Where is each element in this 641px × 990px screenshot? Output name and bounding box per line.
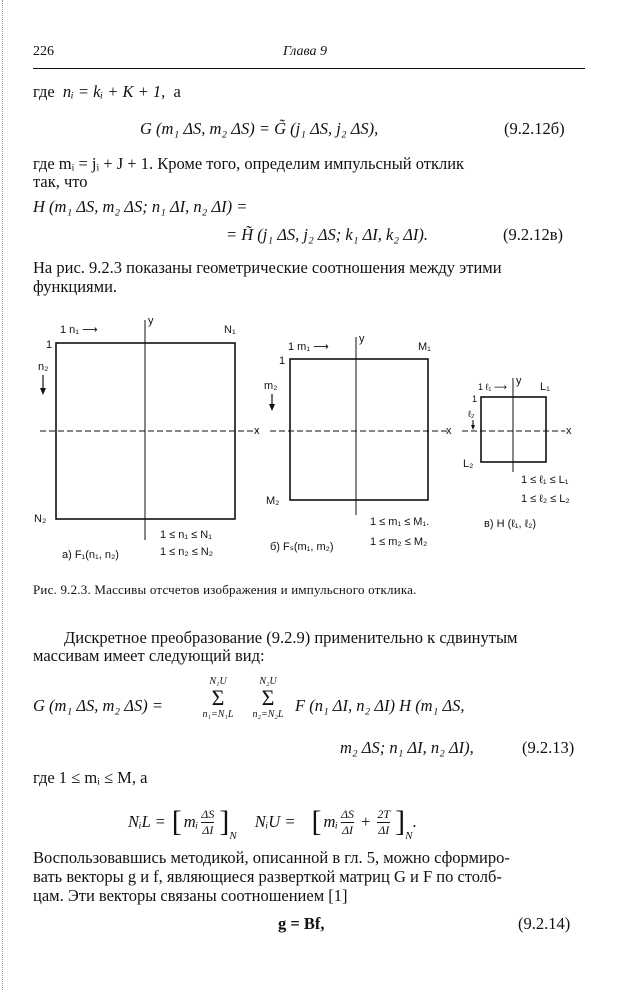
sum-2-upper: N₂U	[259, 676, 277, 687]
panel-b	[264, 333, 452, 553]
bound-NiU-sub: N	[405, 830, 413, 842]
p1-formula: nᵢ = kᵢ + K + 1,	[62, 82, 166, 101]
panel-b-axis-x-label: x	[446, 425, 452, 437]
paragraph-5: где 1 ≤ mᵢ ≤ M, а	[33, 768, 148, 787]
plus-sign: +	[361, 812, 371, 831]
page-number: 226	[33, 44, 54, 59]
equation-number-12v: (9.2.12в)	[503, 225, 564, 244]
panel-a-range-2: 1 ≤ n₂ ≤ N₂	[160, 546, 214, 558]
header-rule	[33, 68, 585, 69]
figure-9-2-3	[0, 300, 641, 590]
left-bracket-2-icon: [	[311, 805, 322, 838]
equation-number-12b: (9.2.12б)	[504, 119, 565, 138]
paragraph-3-line-1: На рис. 9.2.3 показаны геометрические соотношения между этими	[33, 258, 502, 277]
panel-c-range-1: 1 ≤ ℓ₁ ≤ L₁	[521, 474, 569, 486]
panel-a	[34, 315, 260, 561]
panel-c	[462, 375, 572, 530]
panel-c-axis-y-label: y	[516, 375, 522, 387]
paragraph-6-line-2: вать векторы g и f, являющиеся разверткой матриц G и F по столб-	[33, 867, 502, 886]
sum-1-upper: N₁U	[209, 676, 227, 687]
panel-b-name: б) Fₛ(m₁, m₂)	[270, 541, 334, 553]
panel-c-range-2: 1 ≤ ℓ₂ ≤ L₂	[521, 493, 570, 505]
sum-1-sigma-icon: Σ	[211, 685, 225, 710]
equation-9-2-14: g = Bf,	[278, 914, 325, 933]
bound-NiU-lhs: NᵢU =	[254, 812, 296, 831]
bound-end: .	[412, 812, 417, 831]
panel-b-left-label: m₂	[264, 380, 278, 392]
sum-1	[196, 676, 240, 720]
bound-NiL-sub: N	[229, 830, 237, 842]
panel-a-left-one: 1	[46, 339, 53, 351]
sum-1-lower: n₁=N₁L	[202, 709, 234, 720]
fraction-1-den: ΔI	[202, 822, 214, 837]
panel-c-name: в) H (ℓ₁, ℓ₂)	[484, 518, 537, 530]
panel-a-bottom-left: N₂	[34, 513, 47, 525]
panel-a-top-label: 1 n₁ ⟶	[60, 324, 98, 336]
equation-9-2-13-rhs-2: m₂ ΔS; n₁ ΔI, n₂ ΔI),	[340, 738, 474, 757]
panel-c-top-label: 1 ℓ₁ ⟶	[478, 382, 507, 392]
paragraph-4-line-1: Дискретное преобразование (9.2.9) применительно к сдвинутым	[64, 628, 518, 647]
panel-b-axis-y-label: y	[359, 333, 365, 345]
equation-9-2-12v-line-1: H (m₁ ΔS, m₂ ΔS; n₁ ΔI, n₂ ΔI) =	[33, 197, 248, 216]
bound-NiL-m: mᵢ	[183, 812, 199, 831]
panel-a-corner-tr: N₁	[224, 324, 236, 336]
equation-9-2-12v-line-2: = H̃ (j₁ ΔS, j₂ ΔS; k₁ ΔI, k₂ ΔI).	[226, 225, 429, 244]
panel-c-bottom-left: L₂	[463, 458, 474, 470]
panel-b-range-2: 1 ≤ m₂ ≤ M₂	[370, 536, 428, 548]
sum-2	[246, 676, 290, 720]
paragraph-6-line-1: Воспользовавшись методикой, описанной в гл. 5, можно сформиро-	[33, 848, 510, 867]
panel-b-corner-tr: M₁	[418, 341, 431, 353]
fraction-1-num: ΔS	[201, 806, 215, 821]
left-bracket-1-icon: [	[171, 805, 182, 838]
paragraph-4-line-2: массивам имеет следующий вид:	[33, 646, 265, 665]
chapter-title: Глава 9	[283, 44, 327, 59]
panel-a-axis-y-label: y	[148, 315, 154, 327]
panel-b-left-one: 1	[279, 355, 286, 367]
fraction-2-num: ΔS	[341, 806, 355, 821]
sum-2-sigma-icon: Σ	[261, 685, 275, 710]
fraction-2-den: ΔI	[342, 822, 354, 837]
fraction-2	[341, 807, 354, 838]
panel-c-left-one: 1	[472, 394, 478, 404]
panel-c-axis-x-label: x	[566, 425, 572, 437]
right-bracket-2-icon: ]	[395, 805, 406, 838]
equation-number-13: (9.2.13)	[522, 738, 575, 757]
panel-b-down-arrow-head	[269, 404, 275, 411]
sum-2-lower: n₂=N₂L	[252, 709, 284, 720]
panel-c-down-arrow-head	[471, 425, 475, 430]
p1-prefix: где	[33, 82, 55, 101]
figure-caption: Рис. 9.2.3. Массивы отсчетов изображения и импульсного отклика.	[33, 582, 417, 597]
fraction-3-num: 2T	[377, 806, 391, 821]
fraction-1	[201, 807, 214, 838]
panel-a-range-1: 1 ≤ n₁ ≤ N₁	[160, 529, 212, 541]
paragraph-1	[33, 82, 181, 102]
paragraph-2-line-2: так, что	[33, 172, 88, 191]
panel-c-left-label: ℓ₂	[468, 409, 475, 419]
panel-b-top-label: 1 m₁ ⟶	[288, 341, 329, 353]
right-bracket-1-icon: ]	[219, 805, 230, 838]
panel-a-name: а) F₁(n₁, n₂)	[62, 549, 119, 561]
bound-NiU-m: mᵢ	[323, 812, 339, 831]
panel-b-range-1: 1 ≤ m₁ ≤ M₁.	[370, 516, 430, 528]
paragraph-6-line-3: цам. Эти векторы связаны соотношением [1]	[33, 886, 348, 905]
bounds-equation	[128, 802, 417, 842]
fraction-3-den: ΔI	[378, 822, 390, 837]
panel-b-frame	[290, 359, 428, 500]
panel-a-left-label: n₂	[38, 361, 49, 373]
fraction-3	[377, 807, 390, 838]
panel-a-down-arrow-head	[40, 388, 46, 395]
panel-a-axis-x-label: x	[254, 425, 260, 437]
paragraph-3-line-2: функциями.	[33, 277, 118, 296]
equation-number-14: (9.2.14)	[518, 914, 571, 933]
panel-c-corner-tr: L₁	[540, 381, 550, 393]
paragraph-2-line-1: где mᵢ = jᵢ + J + 1. Кроме того, определим импульсный отклик	[33, 154, 465, 173]
p1-suffix: а	[173, 82, 181, 101]
equation-9-2-13-rhs-1: F (n₁ ΔI, n₂ ΔI) H (m₁ ΔS,	[295, 696, 465, 715]
panel-b-bottom-left: M₂	[266, 495, 280, 507]
bound-NiL-lhs: NᵢL =	[128, 812, 166, 831]
equation-9-2-12b: G (m₁ ΔS, m₂ ΔS) = G̃ (j₁ ΔS, j₂ ΔS),	[140, 119, 379, 138]
equation-9-2-13-lhs: G (m₁ ΔS, m₂ ΔS) =	[33, 696, 163, 715]
